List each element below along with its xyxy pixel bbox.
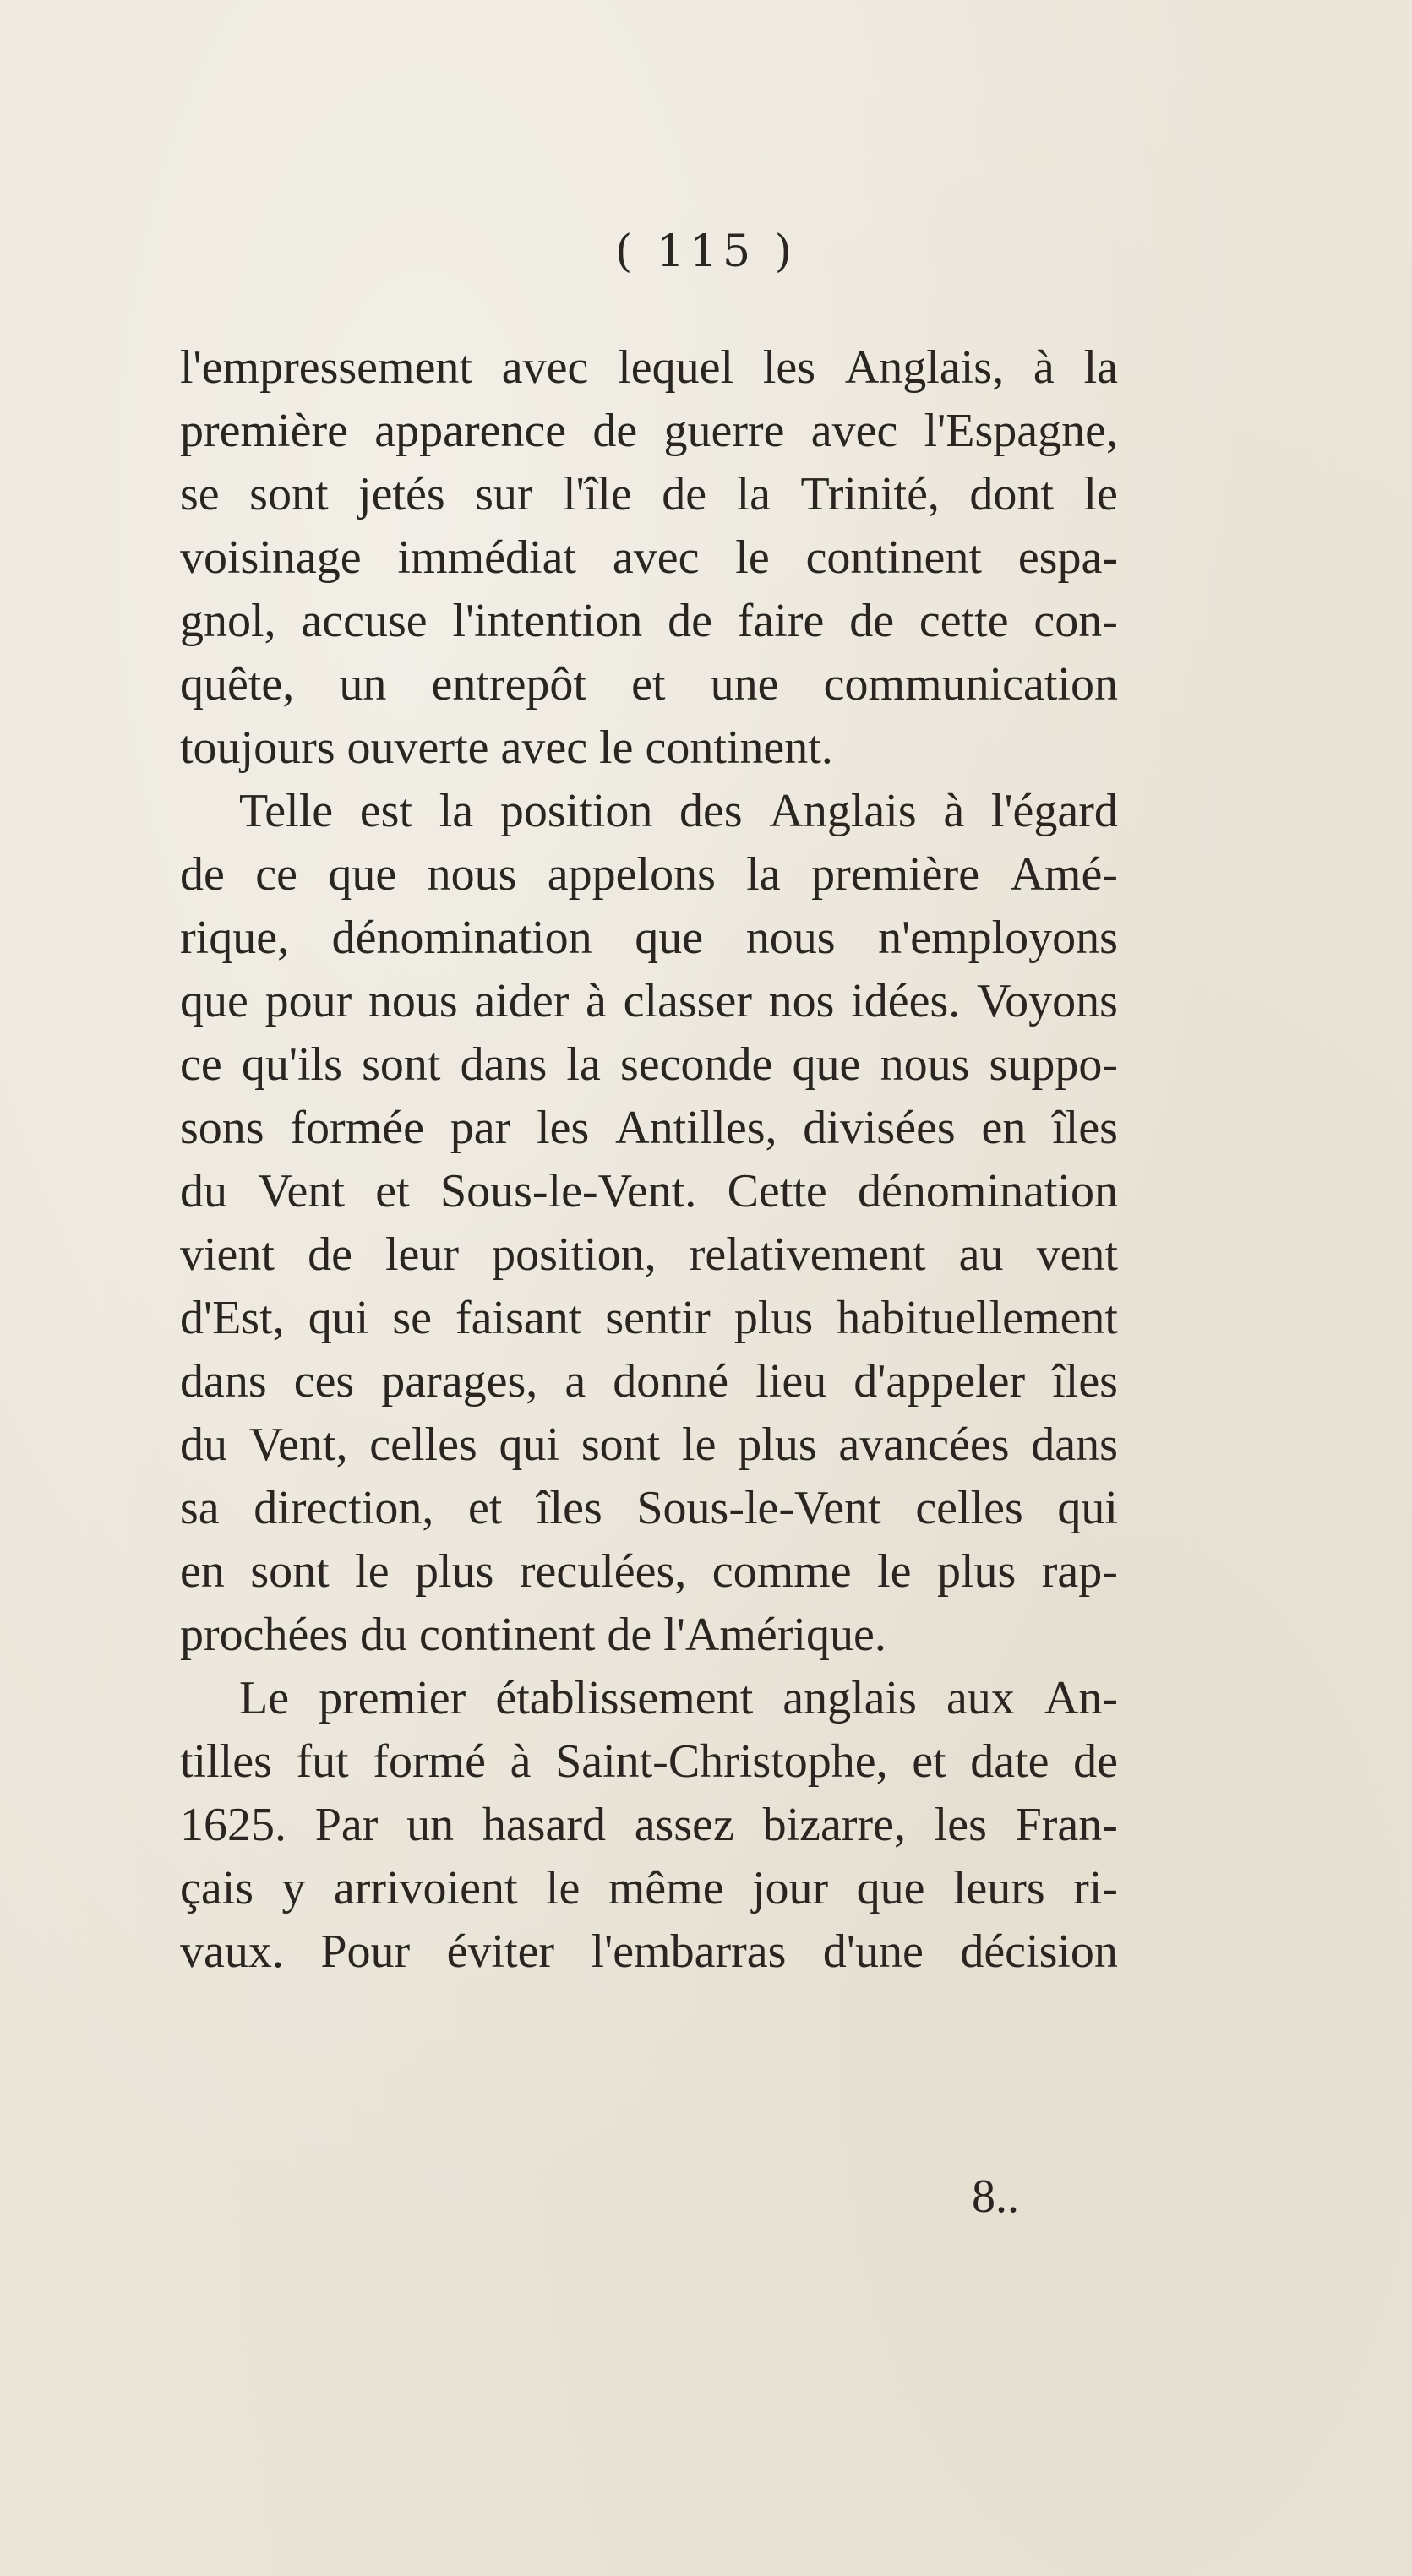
word: date: [970, 1735, 1049, 1788]
word: jour: [751, 1862, 829, 1914]
word: Voyons: [976, 975, 1118, 1027]
text-line: [180, 1033, 1118, 1097]
word: entrepôt: [431, 658, 586, 711]
word: sur: [475, 468, 533, 520]
word: la: [746, 848, 781, 901]
word: guerre: [663, 405, 785, 457]
word: que: [856, 1862, 925, 1914]
word: a: [564, 1355, 586, 1408]
word: rap-: [1041, 1545, 1118, 1598]
word: relativement: [689, 1228, 926, 1281]
word: et: [467, 1482, 503, 1534]
word: leur: [385, 1228, 460, 1281]
word: en: [180, 1545, 225, 1598]
word: qui: [1057, 1482, 1118, 1534]
word: sont: [362, 1038, 441, 1091]
text-line: [180, 1350, 1118, 1413]
word: par: [450, 1102, 511, 1154]
word: faisant: [455, 1292, 582, 1344]
word: dans: [180, 1355, 267, 1408]
word: le: [682, 1419, 717, 1471]
word: aider: [474, 975, 570, 1027]
word: n'employons: [878, 912, 1118, 964]
word: premier: [319, 1672, 466, 1724]
text-line: [180, 1857, 1118, 1920]
text-line: [180, 1097, 1118, 1160]
word: position: [499, 785, 653, 837]
word: du: [180, 1419, 227, 1471]
word: Vent,: [248, 1419, 348, 1471]
word: aux: [946, 1672, 1015, 1724]
word: reculées,: [519, 1545, 687, 1598]
word: avancées: [838, 1419, 1010, 1471]
word: gnol,: [180, 595, 276, 647]
word: à: [510, 1735, 532, 1788]
word: avec: [810, 405, 898, 457]
word: le: [355, 1545, 390, 1598]
word: de: [180, 848, 225, 901]
word: même: [608, 1862, 724, 1914]
text-line: [180, 1287, 1118, 1350]
word: Le: [239, 1672, 290, 1724]
word: de: [592, 405, 638, 457]
word: dont: [969, 468, 1054, 520]
word: donné: [613, 1355, 729, 1408]
word: vient: [180, 1228, 275, 1281]
word: voisinage: [180, 531, 362, 584]
word: sont: [249, 468, 329, 520]
word: tilles: [180, 1735, 272, 1788]
word: plus: [936, 1545, 1017, 1598]
word: communication: [823, 658, 1118, 711]
word: vaux.: [180, 1925, 284, 1978]
word: formé: [373, 1735, 487, 1788]
word: Cette: [727, 1165, 827, 1217]
text-line: [180, 1920, 1118, 1984]
word: avec: [612, 531, 700, 584]
word: et: [631, 658, 666, 711]
word: le: [545, 1862, 581, 1914]
word: de: [308, 1228, 352, 1281]
word: îles: [1052, 1355, 1118, 1408]
word: d'appeler: [853, 1355, 1026, 1408]
word: rique,: [180, 912, 290, 964]
word: çais: [180, 1862, 254, 1914]
word: l'embarras: [591, 1925, 787, 1978]
word: des: [679, 785, 743, 837]
word: avec: [501, 341, 589, 394]
word: un: [406, 1799, 455, 1851]
text-line: [180, 907, 1118, 970]
word: l'empressement: [180, 341, 472, 394]
word: sons: [180, 1102, 264, 1154]
word: habituellement: [837, 1292, 1118, 1344]
word: îles: [1052, 1102, 1118, 1154]
word: seconde: [620, 1038, 773, 1091]
word: les: [537, 1102, 590, 1154]
word: jetés: [358, 468, 445, 520]
word: Pour: [320, 1925, 411, 1978]
word: l'intention: [452, 595, 643, 647]
text-line: [180, 1477, 1118, 1540]
page-number-header: ( 115 ): [615, 226, 797, 277]
word: vent: [1036, 1228, 1118, 1281]
word: îles: [537, 1482, 602, 1534]
word: lieu: [755, 1355, 827, 1408]
word: parages,: [381, 1355, 538, 1408]
word: nous: [368, 975, 458, 1027]
word: nous: [880, 1038, 970, 1091]
word: appelons: [547, 848, 716, 901]
text-line: prochées du continent de l'Amérique.: [180, 1609, 886, 1661]
word: leurs: [952, 1862, 1045, 1914]
text-line: [180, 843, 1118, 907]
text-line: [180, 1160, 1118, 1223]
word: première: [811, 848, 980, 901]
word: les: [934, 1799, 987, 1851]
word: et: [375, 1165, 410, 1217]
word: que: [328, 848, 397, 901]
word: dans: [460, 1038, 548, 1091]
word: décision: [960, 1925, 1118, 1978]
word: divisées: [803, 1102, 956, 1154]
word: l'égard: [990, 785, 1118, 837]
word: anglais: [782, 1672, 917, 1724]
word: y: [281, 1862, 306, 1914]
word: établissement: [495, 1672, 754, 1724]
word: plus: [738, 1419, 817, 1471]
text-line: [180, 1794, 1118, 1857]
word: suppo-: [989, 1038, 1118, 1091]
word: arrivoient: [333, 1862, 518, 1914]
word: de: [662, 468, 707, 520]
text-line: [180, 590, 1118, 653]
word: Trinité,: [800, 468, 940, 520]
word: de: [849, 595, 895, 647]
word: quête,: [180, 658, 295, 711]
text-line: [180, 1730, 1118, 1794]
word: que: [792, 1038, 861, 1091]
word: dénomination: [331, 912, 592, 964]
word: sa: [180, 1482, 220, 1534]
word: ces: [293, 1355, 355, 1408]
word: le: [877, 1545, 912, 1598]
text-line: [180, 780, 1118, 843]
word: qui: [308, 1292, 369, 1344]
word: que: [635, 912, 704, 964]
word: la: [736, 468, 771, 520]
word: se: [392, 1292, 432, 1344]
word: Par: [314, 1799, 379, 1851]
word: An-: [1044, 1672, 1118, 1724]
word: du: [180, 1165, 227, 1217]
word: plus: [415, 1545, 494, 1598]
body-text: [180, 336, 1118, 1984]
word: première: [180, 405, 348, 457]
word: à: [943, 785, 965, 837]
word: sentir: [605, 1292, 711, 1344]
word: Amé-: [1010, 848, 1118, 901]
text-line: [180, 1223, 1118, 1287]
word: idées.: [851, 975, 961, 1027]
word: con-: [1033, 595, 1118, 647]
word: en: [981, 1102, 1027, 1154]
word: éviter: [446, 1925, 555, 1978]
word: la: [566, 1038, 601, 1091]
word: accuse: [301, 595, 428, 647]
text-line: [180, 1667, 1118, 1730]
word: est: [359, 785, 413, 837]
word: Telle: [239, 785, 334, 837]
word: ce: [180, 1038, 222, 1091]
word: pour: [264, 975, 352, 1027]
word: classer: [623, 975, 752, 1027]
word: immédiat: [397, 531, 576, 584]
text-line: [180, 336, 1118, 400]
word: Saint-Christophe,: [555, 1735, 888, 1788]
word: lequel: [618, 341, 734, 394]
word: Sous-le-Vent.: [439, 1165, 697, 1217]
text-line: [180, 1540, 1118, 1604]
word: Sous-le-Vent: [636, 1482, 881, 1534]
text-line: [180, 970, 1118, 1033]
word: le: [735, 531, 770, 584]
word: sont: [581, 1419, 661, 1471]
word: d'une: [822, 1925, 924, 1978]
word: nous: [427, 848, 517, 901]
text-line: [180, 463, 1118, 526]
word: nos: [768, 975, 835, 1027]
word: le: [1083, 468, 1118, 520]
word: comme: [711, 1545, 852, 1598]
word: apparence: [374, 405, 567, 457]
word: l'Espagne,: [924, 405, 1118, 457]
word: continent: [805, 531, 982, 584]
word: formée: [290, 1102, 424, 1154]
word: d'Est,: [180, 1292, 285, 1344]
word: position,: [492, 1228, 657, 1281]
word: Fran-: [1015, 1799, 1118, 1851]
word: qui: [499, 1419, 560, 1471]
word: à: [586, 975, 607, 1027]
word: de: [1073, 1735, 1118, 1788]
word: que: [180, 975, 248, 1027]
word: Antilles,: [615, 1102, 777, 1154]
word: les: [762, 341, 816, 394]
word: Anglais,: [844, 341, 1005, 394]
word: espa-: [1017, 531, 1118, 584]
word: hasard: [482, 1799, 606, 1851]
word: direction,: [254, 1482, 434, 1534]
word: se: [180, 468, 220, 520]
word: dans: [1031, 1419, 1118, 1471]
word: de: [668, 595, 712, 647]
word: et: [912, 1735, 946, 1788]
signature-mark: 8..: [972, 2170, 1019, 2223]
word: fut: [296, 1735, 349, 1788]
word: ri-: [1073, 1862, 1118, 1914]
word: plus: [733, 1292, 814, 1344]
word: nous: [745, 912, 836, 964]
word: un: [339, 658, 387, 711]
word: celles: [915, 1482, 1023, 1534]
word: qu'ils: [241, 1038, 342, 1091]
word: dénomination: [858, 1165, 1118, 1217]
word: sont: [250, 1545, 330, 1598]
word: Anglais: [769, 785, 917, 837]
word: assez: [634, 1799, 734, 1851]
word: bizarre,: [762, 1799, 906, 1851]
word: Vent: [258, 1165, 345, 1217]
word: ce: [255, 848, 297, 901]
word: cette: [919, 595, 1009, 647]
text-line: toujours ouverte avec le continent.: [180, 722, 833, 774]
word: faire: [737, 595, 825, 647]
word: la: [439, 785, 474, 837]
text-line: [180, 653, 1118, 716]
text-line: [180, 400, 1118, 463]
word: 1625.: [180, 1799, 286, 1851]
word: celles: [369, 1419, 477, 1471]
word: au: [958, 1228, 1004, 1281]
text-line: [180, 1413, 1118, 1477]
word: l'île: [563, 468, 632, 520]
word: à: [1033, 341, 1055, 394]
word: la: [1083, 341, 1118, 394]
text-line: [180, 526, 1118, 590]
word: une: [710, 658, 779, 711]
